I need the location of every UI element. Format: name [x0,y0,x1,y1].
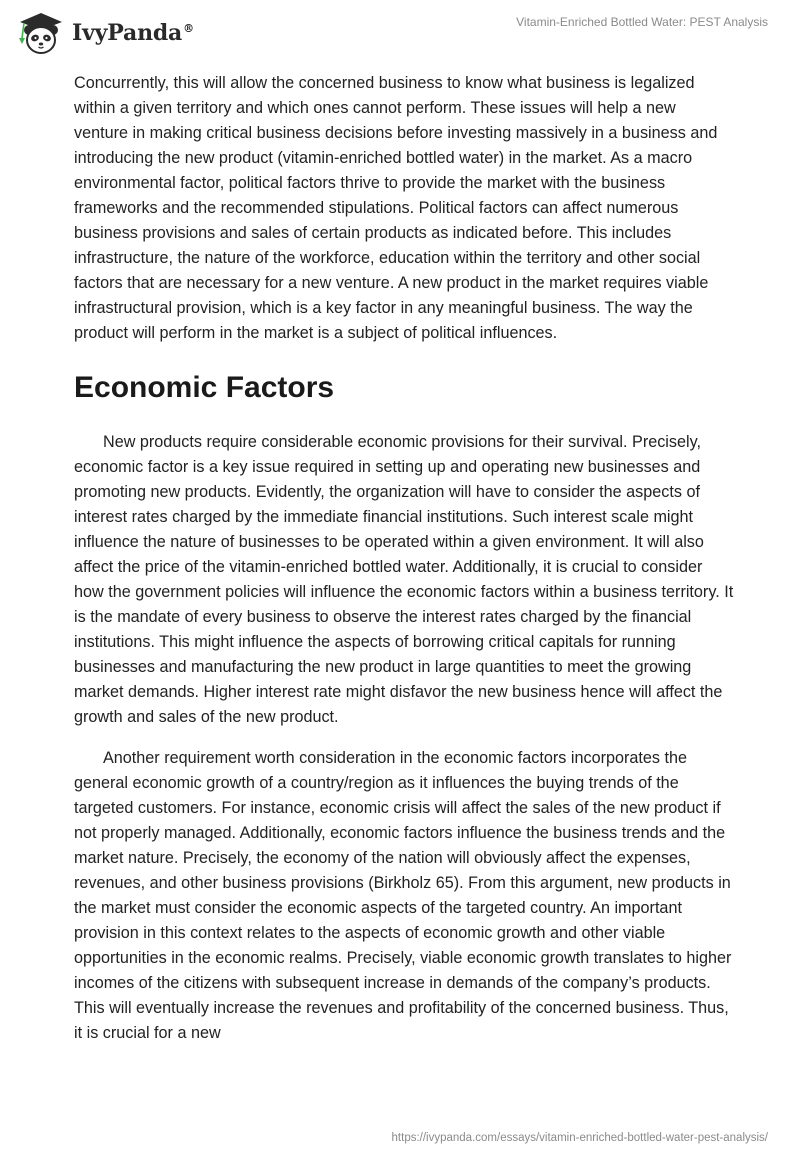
intro-paragraph: Concurrently, this will allow the concerned business to know what business is legalized within a given territory and which ones cannot perform. These issues will help a new venture in making critical business decisions before investing massively in a business and introducing the new product (vitamin-enriched bottled water) in the market. As a macro environmental factor, political factors thrive to provide the market with the business frameworks and the recommended stipulations. Political factors can affect numerous business provisions and sales of certain products as indicated before. This includes infrastructure, the nature of the workforce, education within the territory and other social factors that are necessary for a new venture. A new product in the market requires viable infrastructural provision, which is a key factor in any meaningful business. The way the product will perform in the market is a subject of political influences. [74,74,718,342]
source-url[interactable]: https://ivypanda.com/essays/vitamin-enriched-bottled-water-pest-analysis/ [391,1132,768,1144]
document-title: Vitamin-Enriched Bottled Water: PEST Analysis [516,15,768,29]
ivypanda-logo[interactable] [14,8,194,56]
page-header [0,0,800,60]
economic-paragraph-1: New products require considerable economic provisions for their survival. Precisely, economic factor is a key issue required in setting up and operating new businesses and promoting new products. Evidently, the organization will have to consider the aspects of interest rates charged by the immediate financial institutions. Such interest scale might influence the nature of businesses to be operated within a given environment. It will also affect the price of the vitamin-enriched bottled water. Additionally, it is crucial to consider how the government policies will influence the economic factors within a business territory. It is the mandate of every business to observe the interest rates charged by the financial institutions. This might influence the aspects of borrowing critical capitals for running businesses and manufacturing the new product in large quantities to meet the growing market demands. Higher interest rate might disfavor the new business hence will affect the growth and sales of the new product. [74,433,734,726]
essay-content [74,71,734,1046]
registered-mark: ® [183,21,194,35]
panda-graduation-icon [14,8,68,56]
brand-name: IvyPanda® [72,20,194,46]
economic-paragraph-2: Another requirement worth consideration in the economic factors incorporates the general economic growth of a country/region as it influences the buying trends of the targeted customers. For instance, economic crisis will affect the sales of the new product if not properly managed. Additionally, economic factors influence the business trends and the market nature. Precisely, the economy of the nation will obviously affect the expenses, revenues, and other business provisions (Birkholz 65). From this argument, new products in the market must consider the economic aspects of the targeted country. An important provision in this context relates to the aspects of economic growth and other viable opportunities in the economic realms. Precisely, viable economic growth translates to higher incomes of the citizens with subsequent increase in demands of the company’s products. This will eventually increase the revenues and profitability of the concerned business. Thus, it is crucial for a new [74,749,732,1042]
section-heading-economic-factors: Economic Factors [74,371,335,404]
